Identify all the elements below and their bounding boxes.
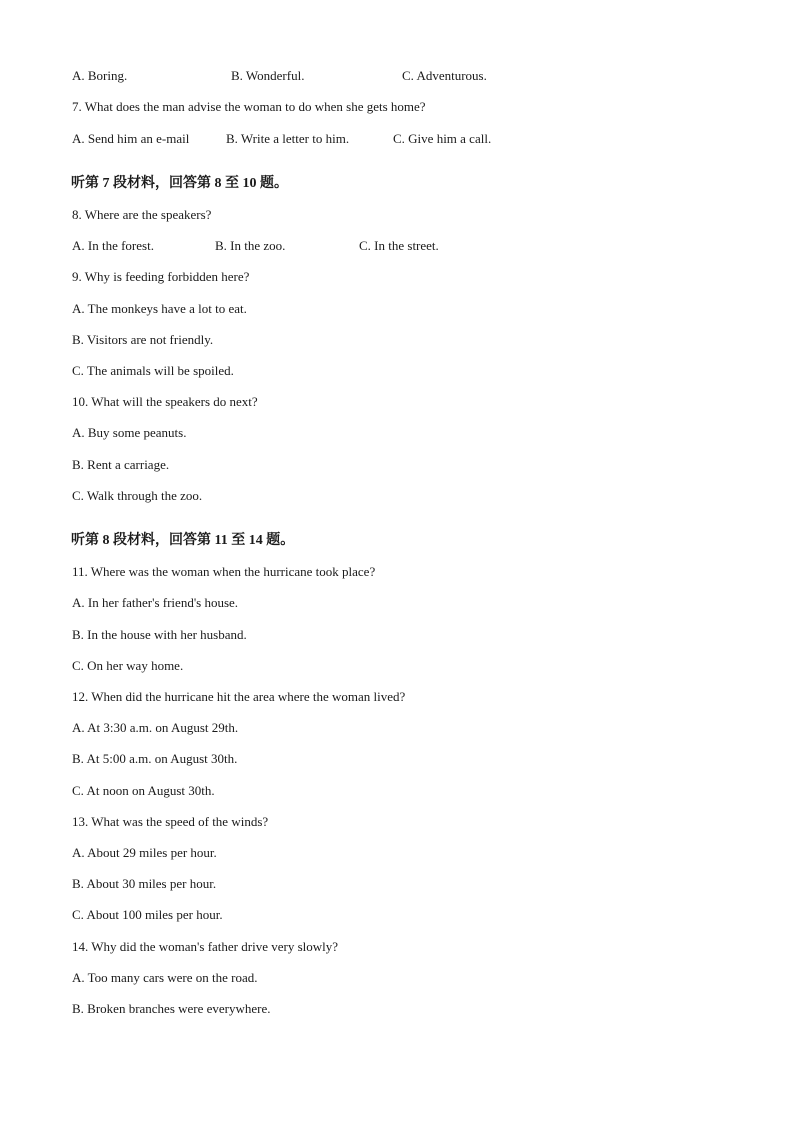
q11-question: 11. Where was the woman when the hurricane took place? bbox=[72, 564, 376, 579]
q13-option-c: C. About 100 miles per hour. bbox=[72, 907, 223, 922]
section-7-heading: 听第 7 段材料，回答第 8 至 10 题。 bbox=[71, 176, 288, 191]
q12-option-c: C. At noon on August 30th. bbox=[72, 783, 215, 798]
q8-question: 8. Where are the speakers? bbox=[72, 207, 212, 222]
q11-option-c: C. On her way home. bbox=[72, 658, 184, 673]
q7-question: 7. What does the man advise the woman to do when she gets home? bbox=[72, 99, 426, 114]
q13-option-a: A. About 29 miles per hour. bbox=[72, 845, 217, 860]
q12-question: 12. When did the hurricane hit the area where the woman lived? bbox=[72, 689, 406, 704]
q10-option-c: C. Walk through the zoo. bbox=[72, 488, 203, 503]
q9-option-c: C. The animals will be spoiled. bbox=[72, 363, 234, 378]
q13-option-b: B. About 30 miles per hour. bbox=[72, 876, 217, 891]
q7-option-a: A. Send him an e-mail bbox=[72, 131, 190, 146]
q7-option-c: C. Give him a call. bbox=[393, 131, 492, 146]
q14-question: 14. Why did the woman's father drive very slowly? bbox=[72, 939, 339, 954]
q10-question: 10. What will the speakers do next? bbox=[72, 394, 258, 409]
q8-option-a: A. In the forest. bbox=[72, 238, 154, 253]
q11-option-b: B. In the house with her husband. bbox=[72, 627, 247, 642]
q12-option-b: B. At 5:00 a.m. on August 30th. bbox=[72, 751, 238, 766]
q8-option-c: C. In the street. bbox=[359, 238, 439, 253]
q14-option-b: B. Broken branches were everywhere. bbox=[72, 1001, 271, 1016]
q9-option-b: B. Visitors are not friendly. bbox=[72, 332, 214, 347]
q9-question: 9. Why is feeding forbidden here? bbox=[72, 269, 250, 284]
q10-option-a: A. Buy some peanuts. bbox=[72, 425, 187, 440]
q14-option-a: A. Too many cars were on the road. bbox=[72, 970, 258, 985]
q6-option-a: A. Boring. bbox=[72, 68, 128, 83]
q11-option-a: A. In her father's friend's house. bbox=[72, 595, 239, 610]
q13-question: 13. What was the speed of the winds? bbox=[72, 814, 269, 829]
q6-option-b: B. Wonderful. bbox=[231, 68, 305, 83]
q10-option-b: B. Rent a carriage. bbox=[72, 457, 170, 472]
q8-option-b: B. In the zoo. bbox=[215, 238, 286, 253]
q7-option-b: B. Write a letter to him. bbox=[226, 131, 350, 146]
section-8-heading: 听第 8 段材料，回答第 11 至 14 题。 bbox=[71, 533, 295, 548]
q6-option-c: C. Adventurous. bbox=[402, 68, 487, 83]
q9-option-a: A. The monkeys have a lot to eat. bbox=[72, 301, 247, 316]
q12-option-a: A. At 3:30 a.m. on August 29th. bbox=[72, 720, 239, 735]
